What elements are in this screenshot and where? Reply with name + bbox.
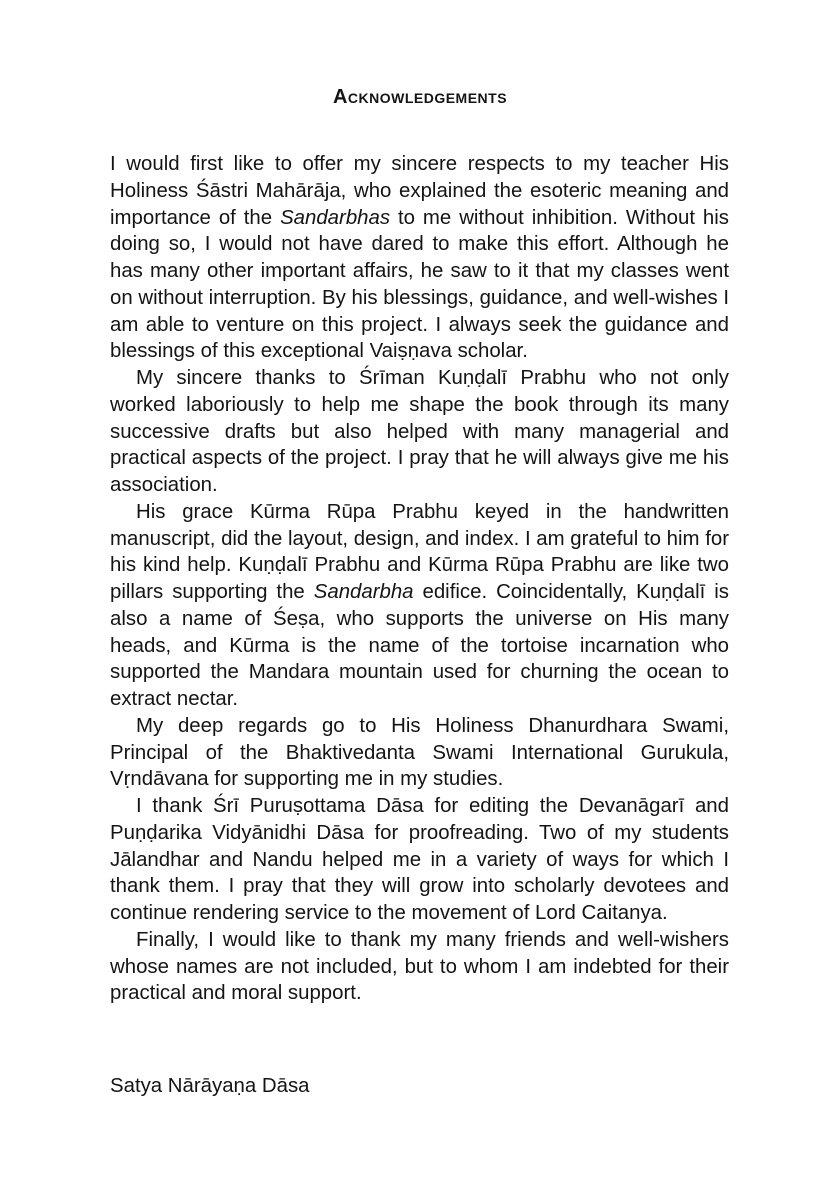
paragraph-friends: Finally, I would like to thank my many friends and well-wishers whose names are not included, but to whom I am indebted for their practical and moral support. <box>110 928 729 1005</box>
book-title-italic: Sandarbhas <box>280 206 391 229</box>
paragraph-teacher: I would first like to offer my sincere respects to my teacher His Holiness Śāstri Mahārāja, who explained the esoteric meaning and importance of the Sandarbhas to me without inhibition. Without his doing so, I would not have dared to make this effort. Although he has many other important affairs, he saw to it that my classes went on without interruption. By his blessings, guidance, and well-wishes I am able to venture on this project. I always seek the guidance and blessings of this exceptional Vaiṣṇava scholar. <box>110 153 729 363</box>
paragraph-purusottama: I thank Śrī Puruṣottama Dāsa for editing the Devanāgarī and Puṇḍarika Vidyānidhi Dāsa for proofreading. Two of my students Jālandhar and Nandu helped me in a variety of ways for which I thank them. I pray that they will grow into scholarly devotees and continue rendering service to the movement of Lord Caitanya. <box>110 795 729 924</box>
paragraph-dhanurdhara: My deep regards go to His Holiness Dhanurdhara Swami, Principal of the Bhaktivedanta Swami International Gurukula, Vṛndāvana for supporting me in my studies. <box>110 714 729 791</box>
paragraph-kurma-rupa: His grace Kūrma Rūpa Prabhu keyed in the handwritten manuscript, did the layout, design, and index. I am grateful to him for his kind help. Kuṇḍalī Prabhu and Kūrma Rūpa Prabhu are like two pillars supporting the Sandarbha edifice. Coincidentally, Kuṇḍalī is also a name of Śeṣa, who supports the universe on His many heads, and Kūrma is the name of the tortoise incarnation who supported the Mandara mountain used for churning the ocean to extract nectar. <box>110 500 729 710</box>
paragraph-kundali: My sincere thanks to Śrīman Kuṇḍalī Prabhu who not only worked laboriously to help me shape the book through its many successive drafts but also helped with many managerial and practical aspects of the project. I pray that he will always give me his association. <box>110 367 729 496</box>
acknowledgements-body <box>110 151 729 1007</box>
book-title-italic: Sandarbha <box>313 581 414 603</box>
author-signature: Satya Nārāyaṇa Dāsa <box>110 1075 310 1097</box>
page-title: Acknowledgements <box>332 86 508 108</box>
